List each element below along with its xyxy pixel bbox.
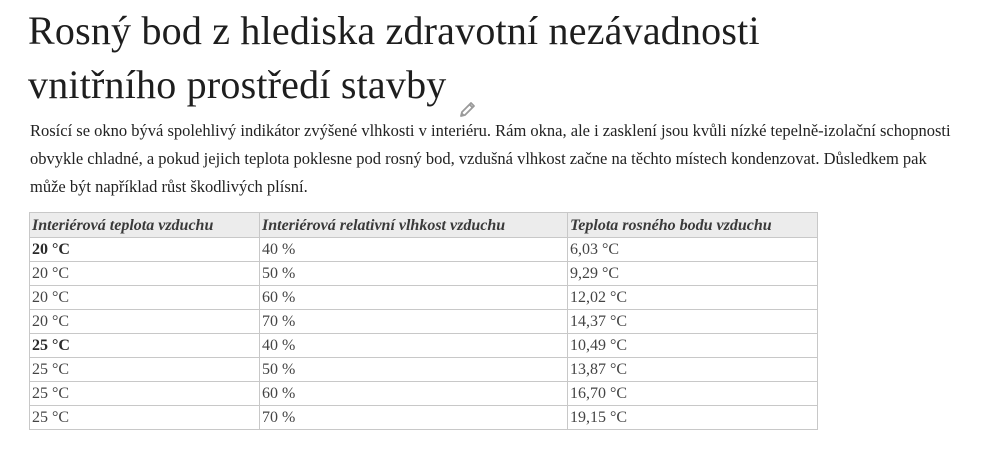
table-row — [30, 382, 818, 406]
table-row — [30, 238, 818, 262]
column-header-humidity: Interiérová relativní vlhkost vzduchu — [260, 213, 568, 238]
cell-humidity: 40 % — [260, 238, 568, 262]
page-title — [28, 4, 958, 112]
cell-dew-point: 14,37 °C — [568, 310, 818, 334]
cell-humidity: 50 % — [260, 262, 568, 286]
column-header-temperature: Interiérová teplota vzduchu — [30, 213, 260, 238]
cell-temperature: 25 °C — [30, 382, 260, 406]
table-header-row — [30, 213, 818, 238]
cell-temperature: 25 °C — [30, 334, 260, 358]
table-row — [30, 262, 818, 286]
pencil-icon[interactable] — [458, 79, 478, 99]
cell-humidity: 50 % — [260, 358, 568, 382]
cell-humidity: 60 % — [260, 382, 568, 406]
title-line-1: Rosný bod z hlediska zdravotní nezávadnosti — [28, 8, 760, 53]
table-row — [30, 286, 818, 310]
cell-temperature: 20 °C — [30, 238, 260, 262]
cell-humidity: 60 % — [260, 286, 568, 310]
table-row — [30, 358, 818, 382]
cell-humidity: 70 % — [260, 310, 568, 334]
cell-temperature: 20 °C — [30, 310, 260, 334]
cell-dew-point: 19,15 °C — [568, 406, 818, 430]
cell-temperature: 20 °C — [30, 262, 260, 286]
dew-point-table — [29, 212, 818, 430]
cell-temperature: 25 °C — [30, 358, 260, 382]
table-row — [30, 334, 818, 358]
cell-dew-point: 16,70 °C — [568, 382, 818, 406]
cell-dew-point: 6,03 °C — [568, 238, 818, 262]
table-body — [30, 238, 818, 430]
cell-dew-point: 10,49 °C — [568, 334, 818, 358]
intro-paragraph: Rosící se okno bývá spolehlivý indikátor zvýšené vlhkosti v interiéru. Rám okna, ale i zasklení jsou kvůli nízké tepelně-izolační schopnosti obvykle chladné, a pokud jejich teplota poklesne pod rosný bod, vzdušná vlhkost začne na těchto místech kondenzovat. Důsledkem pak může být například růst škodlivých plísní. — [30, 121, 951, 196]
table-row — [30, 406, 818, 430]
cell-humidity: 70 % — [260, 406, 568, 430]
cell-temperature: 25 °C — [30, 406, 260, 430]
cell-humidity: 40 % — [260, 334, 568, 358]
table-row — [30, 310, 818, 334]
title-line-2: vnitřního prostředí stavby — [28, 62, 447, 107]
cell-dew-point: 9,29 °C — [568, 262, 818, 286]
column-header-dew-point: Teplota rosného bodu vzduchu — [568, 213, 818, 238]
cell-dew-point: 12,02 °C — [568, 286, 818, 310]
cell-dew-point: 13,87 °C — [568, 358, 818, 382]
cell-temperature: 20 °C — [30, 286, 260, 310]
